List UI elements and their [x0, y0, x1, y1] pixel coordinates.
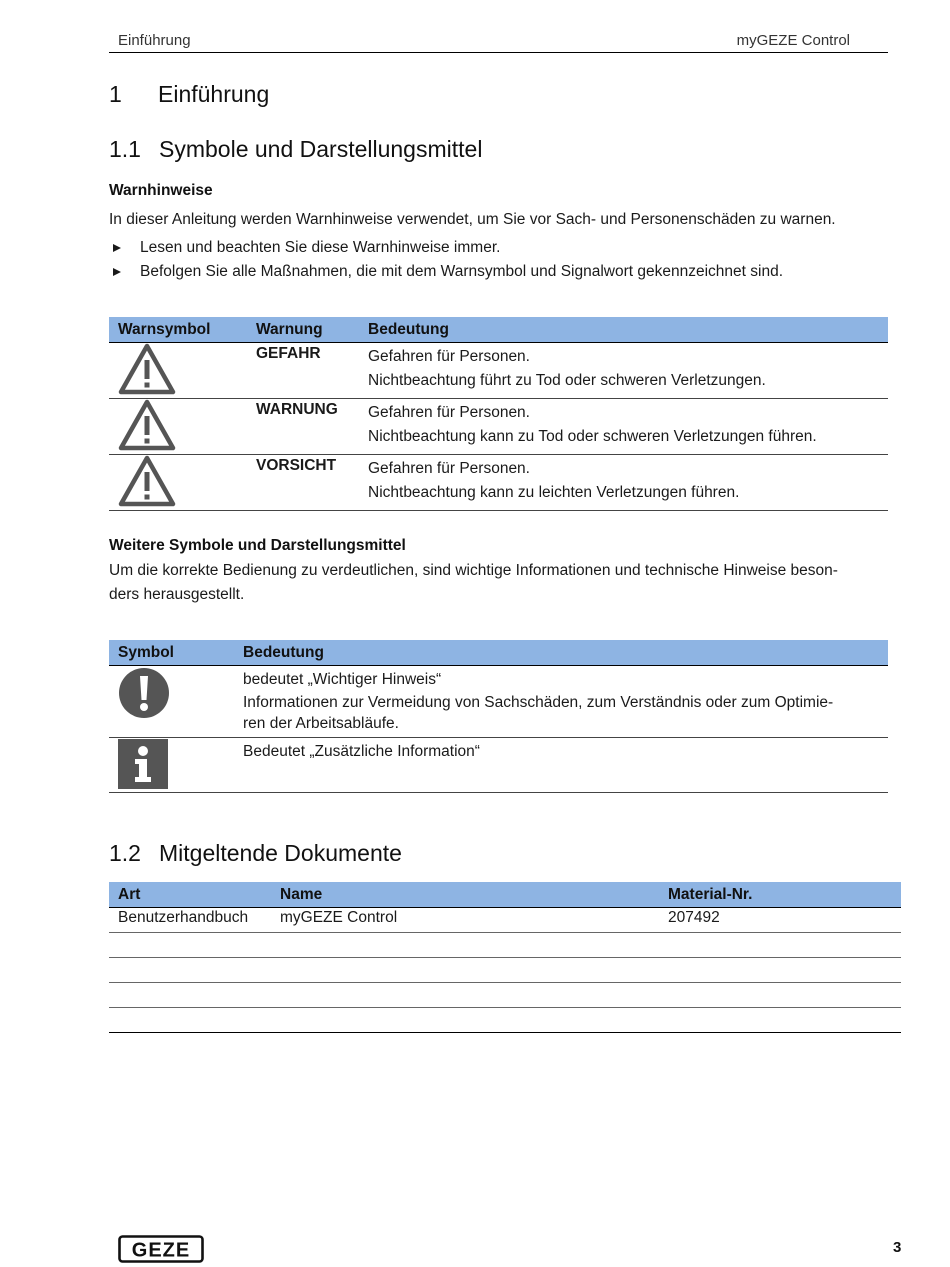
list-item: [109, 236, 783, 260]
table-row: [109, 666, 888, 738]
bullet-triangle-icon: [113, 268, 121, 276]
table-row: [109, 738, 888, 793]
signal-word: WARNUNG: [247, 399, 359, 455]
section-heading-1-1: [109, 136, 482, 163]
table-header-row: [109, 882, 901, 908]
geze-logo: [118, 1235, 204, 1263]
meaning-line: Informationen zur Vermeidung von Sachschäden, zum Verständnis oder zum Optimie-: [243, 694, 834, 711]
chapter-number: 1: [109, 81, 122, 107]
section-number: 1.1: [109, 136, 141, 162]
intro-line: Um die korrekte Bedienung zu verdeutlichen, sind wichtige Informationen und technische Hinweise beson-: [109, 562, 838, 579]
list-item-text: Lesen und beachten Sie diese Warnhinweise immer.: [140, 239, 501, 256]
table-row: [109, 908, 901, 933]
doc-type-cell: Benutzerhandbuch: [109, 908, 271, 933]
meaning-cell: [359, 343, 888, 399]
meaning-line: ren der Arbeitsabläufe.: [243, 715, 399, 732]
table-header-row: [109, 317, 888, 343]
table-row-empty: [109, 958, 901, 983]
column-header: Art: [109, 882, 271, 908]
column-header: Name: [271, 882, 659, 908]
doc-name-cell: myGEZE Control: [271, 908, 659, 933]
warnings-intro: In dieser Anleitung werden Warnhinweise verwendet, um Sie vor Sach- und Personenschäden zu warnen.: [109, 211, 836, 228]
meaning-line: Bedeutet „Zusätzliche Information“: [243, 743, 480, 760]
warning-triangle-icon: [118, 343, 176, 395]
more-symbols-intro: [109, 559, 838, 607]
bullet-triangle-icon: [113, 244, 121, 252]
meaning-line: Gefahren für Personen.: [368, 348, 530, 365]
column-header: Warnung: [247, 317, 359, 343]
warning-symbol-cell: [109, 455, 247, 511]
meaning-cell: [359, 399, 888, 455]
warning-triangle-icon: [118, 399, 176, 451]
symbol-cell: [109, 738, 234, 793]
meaning-line: Gefahren für Personen.: [368, 404, 530, 421]
header-product: myGEZE Control: [736, 32, 850, 49]
section-title: Symbole und Darstellungsmittel: [159, 136, 483, 162]
column-header: Warnsymbol: [109, 317, 247, 343]
column-header: Bedeutung: [359, 317, 888, 343]
chapter-heading: [109, 81, 269, 108]
meaning-line: Nichtbeachtung kann zu leichten Verletzungen führen.: [368, 484, 740, 501]
warning-symbol-cell: [109, 399, 247, 455]
table-header-row: [109, 640, 888, 666]
meaning-line: bedeutet „Wichtiger Hinweis“: [243, 671, 442, 688]
warning-symbol-cell: [109, 343, 247, 399]
logo-text: GEZE: [131, 1239, 191, 1262]
meaning-cell: [234, 666, 888, 738]
table-row: [109, 399, 888, 455]
page-number: 3: [893, 1239, 902, 1256]
meaning-line: Nichtbeachtung führt zu Tod oder schweren Verletzungen.: [368, 372, 766, 389]
section-number: 1.2: [109, 840, 141, 866]
chapter-title: Einführung: [158, 81, 270, 107]
column-header: Bedeutung: [234, 640, 888, 666]
symbol-cell: [109, 666, 234, 738]
documents-table: [109, 882, 901, 1033]
column-header: Symbol: [109, 640, 234, 666]
header-chapter: Einführung: [118, 32, 191, 49]
meaning-cell: [234, 738, 888, 793]
warning-table: [109, 317, 888, 511]
meaning-line: Gefahren für Personen.: [368, 460, 530, 477]
meaning-line: Nichtbeachtung kann zu Tod oder schweren Verletzungen führen.: [368, 428, 817, 445]
table-row-empty: [109, 933, 901, 958]
list-item-text: Befolgen Sie alle Maßnahmen, die mit dem Warnsymbol und Signalwort gekennzeichnet sind.: [140, 263, 784, 280]
section-heading-1-2: [109, 840, 402, 867]
table-row: [109, 343, 888, 399]
warning-triangle-icon: [118, 455, 176, 507]
table-row-empty: [109, 1008, 901, 1033]
running-header: [109, 30, 888, 53]
signal-word: VORSICHT: [247, 455, 359, 511]
warnings-heading: Warnhinweise: [109, 182, 213, 199]
section-title: Mitgeltende Dokumente: [159, 840, 402, 866]
more-symbols-heading: Weitere Symbole und Darstellungsmittel: [109, 537, 406, 554]
exclamation-circle-icon: [118, 667, 170, 719]
signal-word: GEFAHR: [247, 343, 359, 399]
column-header: Material-Nr.: [659, 882, 901, 908]
intro-line: ders herausgestellt.: [109, 586, 245, 603]
table-row-empty: [109, 983, 901, 1008]
table-row: [109, 455, 888, 511]
info-square-icon: [118, 739, 168, 789]
list-item: [109, 260, 783, 284]
symbol-table: [109, 640, 888, 793]
meaning-cell: [359, 455, 888, 511]
doc-material-cell: 207492: [659, 908, 901, 933]
instruction-list: [109, 236, 783, 284]
